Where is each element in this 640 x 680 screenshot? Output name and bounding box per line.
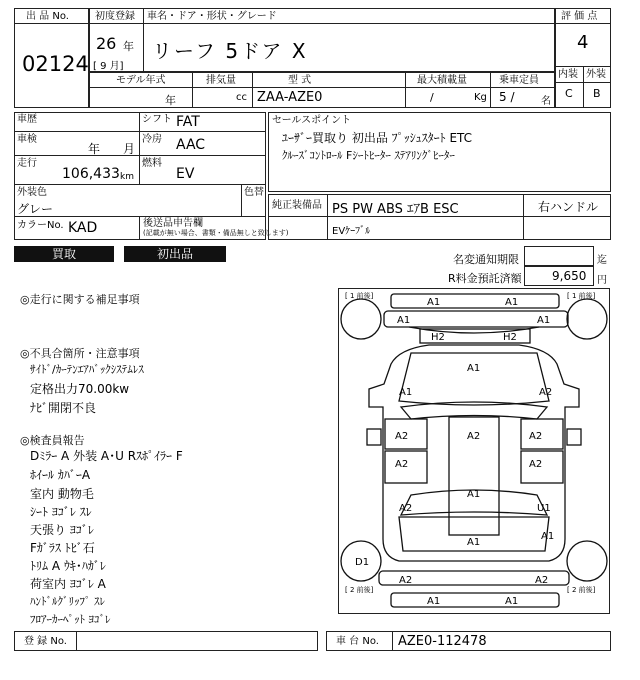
title-change-box (524, 246, 594, 266)
registration-year: 26 (96, 34, 117, 53)
defect-item: 定格出力70.00kw (30, 382, 130, 396)
mark-door-front-right: A2 (529, 431, 543, 442)
equipment-value: PS PW ABS ｴｱB ESC (332, 202, 459, 217)
mark-rear-bottom: A1 (427, 596, 441, 607)
inspection-month: 月 (123, 142, 136, 156)
mileage-unit: km (120, 172, 134, 182)
car-name: リーフ 5ドア X (152, 39, 308, 63)
mark-bumper-front: A1 (397, 315, 411, 326)
max-load-label: 最大積載量 (417, 75, 467, 86)
sales-point-label: セールスポイント (272, 115, 352, 126)
shift-value: FAT (176, 114, 200, 130)
capacity-unit: 名 (541, 96, 551, 107)
equipment-label: 純正装備品 (272, 200, 322, 211)
ac-label: 冷房 (142, 134, 162, 145)
inspector-item: Dﾐﾗｰ A 外装 A･U Rｽﾎﾟｲﾗｰ F (30, 449, 183, 463)
car-name-label: 車名・ドア・形状・グレード (147, 11, 277, 22)
max-load-unit: Kg (474, 92, 487, 103)
exterior-grade: B (593, 87, 601, 100)
recycle-unit: 円 (597, 275, 607, 286)
mark-quarter-right: U1 (537, 503, 551, 514)
inspector-header: ◎検査員報告 (20, 434, 85, 447)
title-change-label: 名変通知期限 (453, 253, 519, 266)
diagram-tag-top-left: [ 1 前後] (345, 292, 374, 300)
inspector-item: ﾊﾝﾄﾞﾙｸﾞﾘｯﾌﾟ ｽﾚ (30, 595, 105, 608)
registration-number-label: 登 録 No. (24, 636, 67, 647)
diagram-tag-bottom-left: [ 2 前後] (345, 586, 374, 594)
model-year-unit: 年 (165, 94, 176, 107)
fuel-value: EV (176, 166, 195, 182)
chassis-number-label: 車 台 No. (336, 636, 379, 647)
extra-equipment-value: EVｹｰﾌﾞﾙ (332, 226, 371, 237)
mark-center: A1 (467, 489, 481, 500)
defect-item: ﾅﾋﾞ開閉不良 (30, 401, 97, 415)
mark-door-rear-left: A2 (395, 459, 409, 470)
driving-notes-header: ◎走行に関する補足事項 (20, 293, 140, 306)
inspector-item: ﾄﾘﾑ A ｳｷ･ﾊｶﾞﾚ (30, 559, 106, 573)
score-value: 4 (577, 32, 589, 53)
diagram-tag-bottom-right: [ 2 前後] (567, 586, 596, 594)
color-no-value: KAD (68, 220, 98, 236)
sales-point-line1: ﾕｰｻﾞｰ買取り 初出品 ﾌﾟｯｼｭｽﾀｰﾄ ETC (282, 131, 473, 145)
mark-rear-bottom-2: A1 (505, 596, 519, 607)
mark-front-top-2: A1 (505, 297, 519, 308)
mark-fender-left: A1 (399, 387, 413, 398)
registration-year-unit: 年 (123, 40, 134, 53)
registration-month: [ 9 月] (93, 61, 124, 72)
first-listing-badge: 初出品 (124, 246, 226, 262)
max-load-value: / (430, 91, 434, 104)
displacement-unit: cc (236, 92, 247, 103)
inspector-item: 荷室内 ﾖｺﾞﾚ A (30, 577, 106, 591)
handle-value: 右ハンドル (538, 200, 599, 214)
recycle-label: R料金預託済額 (448, 272, 522, 285)
mark-grille-right: H2 (503, 332, 517, 343)
mark-hood: A1 (467, 363, 481, 374)
mark-trunk: A1 (467, 537, 481, 548)
buyback-badge: 買取 (14, 246, 114, 262)
inspection-year: 年 (88, 142, 101, 156)
interior-grade: C (565, 87, 573, 100)
color-label: 外装色 (17, 187, 47, 198)
capacity-value: 5 / (499, 90, 515, 104)
mark-fender-right: A2 (539, 387, 553, 398)
color-value: グレー (17, 202, 54, 216)
mileage-label: 走行 (17, 158, 37, 169)
mark-wheel-rear-left: D1 (355, 557, 370, 568)
fuel-label: 燃料 (142, 158, 162, 169)
aftermarket-label: 後送品申告欄 (143, 218, 203, 229)
mark-bumper-rear: A2 (399, 575, 413, 586)
mark-quarter-left: A2 (399, 503, 413, 514)
ac-value: AAC (176, 137, 206, 153)
chassis-number-value: AZE0-112478 (398, 634, 487, 649)
mark-bumper-rear-right: A2 (535, 575, 549, 586)
displacement-label: 排気量 (206, 75, 236, 86)
history-label: 車歴 (17, 114, 37, 125)
exterior-label: 外装 (586, 69, 606, 80)
inspector-item: ﾎｲｰﾙ ｶﾊﾞｰA (30, 468, 91, 482)
mark-door-front-left: A2 (395, 431, 409, 442)
damage-diagram (338, 288, 610, 614)
inspection-label: 車検 (17, 134, 37, 145)
first-registration-label: 初度登録 (95, 11, 135, 22)
defects-header: ◎不具合箇所・注意事項 (20, 347, 140, 360)
lot-number: 02124 (22, 52, 89, 76)
model-year-label: モデル年式 (116, 75, 166, 86)
diagram-tag-top-right: [ 1 前後] (567, 292, 596, 300)
inspector-item: 室内 動物毛 (30, 487, 94, 501)
sales-point-line2: ｸﾙｰｽﾞｺﾝﾄﾛｰﾙ Fｼｰﾄﾋｰﾀｰ ｽﾃｱﾘﾝｸﾞﾋｰﾀｰ (282, 149, 455, 162)
color-no-label: カラーNo. (17, 220, 64, 231)
inspector-item: ｼｰﾄ ﾖｺﾞﾚ ｽﾚ (30, 505, 92, 519)
mileage-value: 106,433 (62, 166, 120, 182)
mark-roof: A2 (467, 431, 481, 442)
defect-item: ｻｲﾄﾞ/ｶｰﾃﾝｴｱﾊﾞｯｸｼｽﾃﾑﾚｽ (30, 363, 144, 376)
lot-number-label: 出 品 No. (26, 11, 69, 22)
interior-label: 内装 (558, 69, 578, 80)
mark-quarter-right-2: A1 (541, 531, 555, 542)
aftermarket-note: (記載が無い場合、書類・備品無しと致します) (143, 229, 289, 237)
inspector-item: ﾌﾛｱｰｶｰﾍﾟｯﾄ ﾖｺﾞﾚ (30, 613, 111, 626)
recycle-value: 9,650 (552, 269, 587, 283)
score-label: 評 価 点 (561, 11, 598, 22)
inspector-item: Fｶﾞﾗｽ ﾄﾋﾞ石 (30, 541, 95, 555)
type-label: 型 式 (288, 75, 312, 86)
mark-grille-left: H2 (431, 332, 445, 343)
inspector-item: 天張り ﾖｺﾞﾚ (30, 523, 94, 537)
repaint-label: 色替 (244, 187, 264, 198)
type-value: ZAA-AZE0 (257, 90, 323, 105)
mark-door-rear-right: A2 (529, 459, 543, 470)
mark-bumper-front-right: A1 (537, 315, 551, 326)
mark-front-top-1: A1 (427, 297, 441, 308)
shift-label: シフト (142, 114, 172, 125)
title-change-unit: 迄 (597, 255, 607, 266)
capacity-label: 乗車定員 (499, 75, 539, 86)
